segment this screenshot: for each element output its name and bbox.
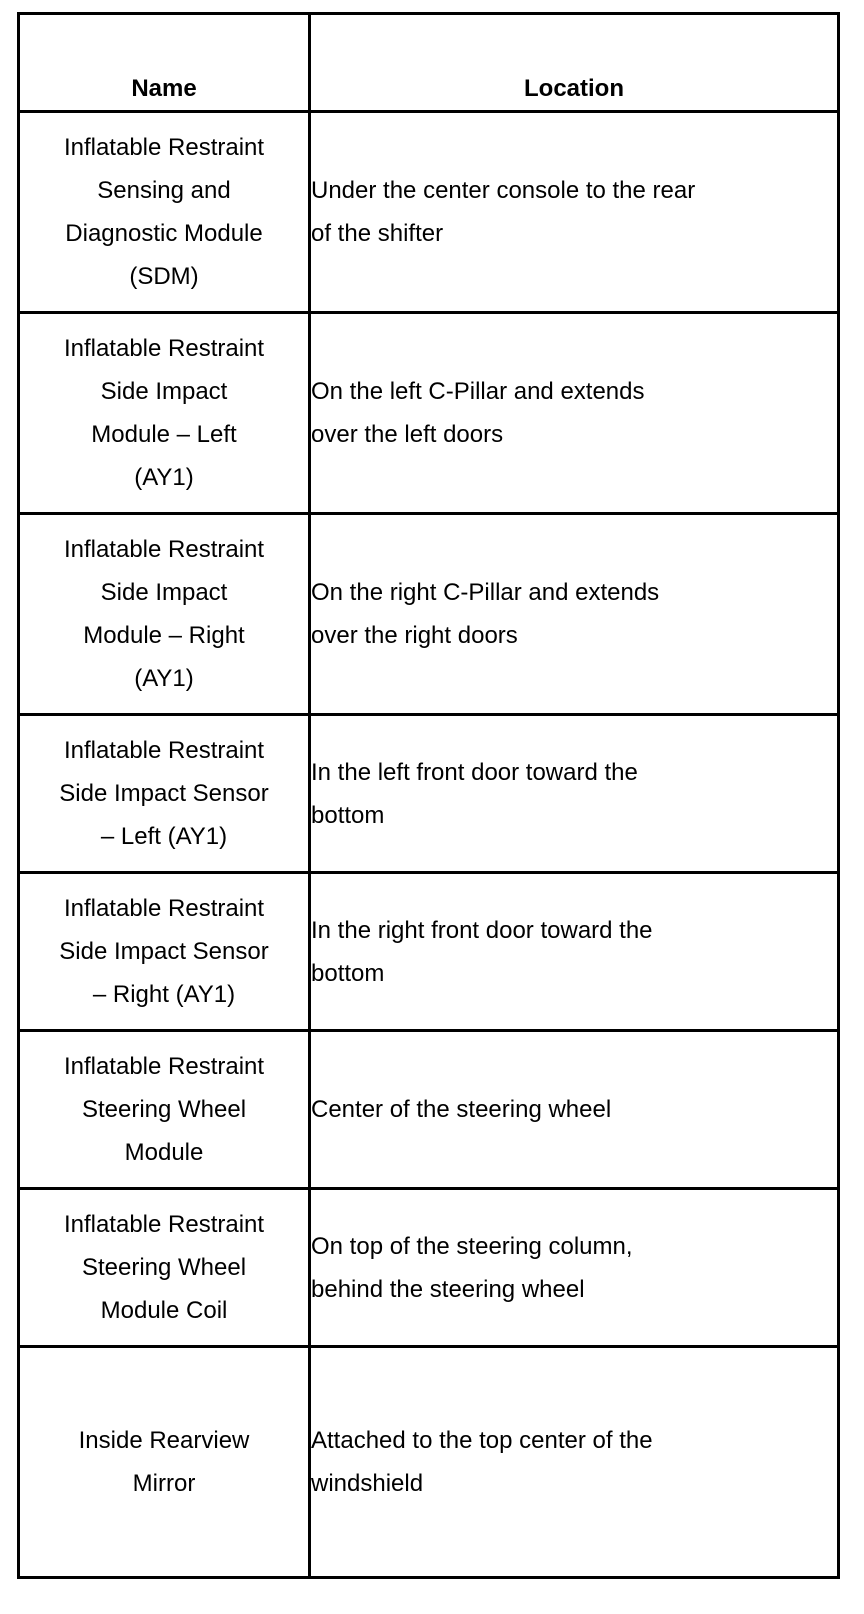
location-cell [310, 1189, 839, 1347]
name-line: – Left (AY1) [100, 823, 228, 850]
name-cell [19, 1031, 310, 1189]
name-line: Sensing and [97, 177, 231, 204]
name-line: (SDM) [129, 263, 199, 290]
location-line: of the shifter [311, 220, 444, 247]
name-line: Mirror [132, 1470, 196, 1497]
column-header-name: Name [19, 14, 310, 112]
location-cell [310, 1347, 839, 1578]
name-line: Steering Wheel [81, 1096, 247, 1123]
location-line: In the right front door toward the [311, 916, 653, 944]
location-cell [310, 112, 839, 313]
name-line: Steering Wheel [81, 1254, 247, 1281]
component-location-table [17, 12, 840, 1579]
name-line: Inflatable Restraint [63, 895, 265, 922]
name-line: Side Impact [100, 378, 228, 405]
location-line: behind the steering wheel [311, 1275, 585, 1303]
name-line: Inflatable Restraint [63, 1211, 265, 1238]
name-line: (AY1) [134, 464, 194, 491]
location-line: On top of the steering column, [311, 1232, 633, 1260]
table-row [19, 1189, 839, 1347]
table-row [19, 313, 839, 514]
name-cell [19, 715, 310, 873]
name-cell [19, 514, 310, 715]
name-line: Inflatable Restraint [63, 134, 265, 161]
name-line: Inside Rearview [78, 1427, 250, 1454]
name-cell [19, 1347, 310, 1578]
name-line: Inflatable Restraint [63, 536, 265, 563]
location-cell [310, 715, 839, 873]
table-row [19, 1031, 839, 1189]
name-cell [19, 873, 310, 1031]
location-line: On the right C-Pillar and extends [311, 579, 660, 606]
name-cell [19, 313, 310, 514]
name-line: Side Impact Sensor [59, 780, 269, 807]
name-line: Side Impact [100, 579, 228, 606]
name-cell [19, 112, 310, 313]
name-line: Module [124, 1139, 204, 1166]
location-line: Under the center console to the rear [311, 177, 696, 204]
location-line: over the right doors [311, 622, 518, 649]
name-line: Module – Right [83, 622, 245, 649]
location-line: windshield [311, 1470, 424, 1497]
table-row [19, 715, 839, 873]
location-line: bottom [311, 801, 385, 829]
location-cell [310, 1031, 839, 1189]
name-line: Module – Left [91, 421, 237, 448]
column-header-location: Location [310, 14, 839, 112]
table-row [19, 112, 839, 313]
location-line: On the left C-Pillar and extends [311, 378, 645, 405]
name-line: Side Impact Sensor [59, 938, 269, 965]
location-cell [310, 514, 839, 715]
location-line: bottom [311, 959, 385, 987]
location-cell [310, 313, 839, 514]
name-line: Module Coil [100, 1297, 228, 1324]
table-row [19, 873, 839, 1031]
name-line: Inflatable Restraint [63, 1053, 265, 1080]
location-line: over the left doors [311, 421, 504, 448]
name-line: Inflatable Restraint [63, 335, 265, 362]
name-cell [19, 1189, 310, 1347]
name-line: (AY1) [134, 665, 194, 692]
name-line: – Right (AY1) [92, 981, 236, 1008]
location-line: Center of the steering wheel [311, 1096, 612, 1123]
table-row [19, 1347, 839, 1578]
table-row [19, 514, 839, 715]
location-line: Attached to the top center of the [311, 1427, 653, 1454]
location-cell [310, 873, 839, 1031]
name-line: Diagnostic Module [65, 220, 263, 247]
location-line: In the left front door toward the [311, 758, 638, 786]
header-row [19, 14, 839, 112]
name-line: Inflatable Restraint [63, 737, 265, 764]
